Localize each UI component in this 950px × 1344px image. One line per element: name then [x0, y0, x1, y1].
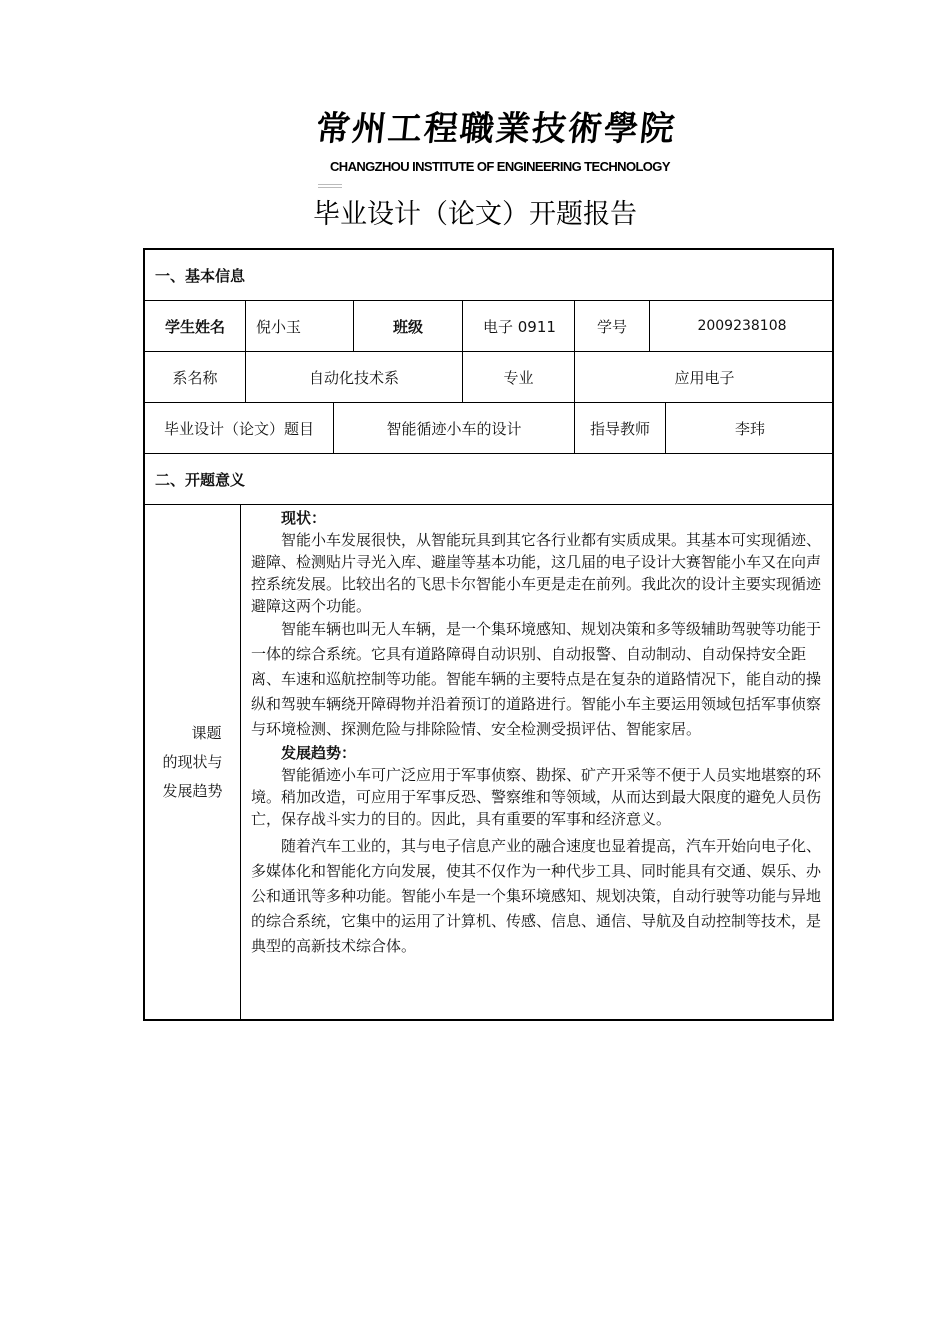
student-id-label: 学号 [575, 301, 650, 351]
student-name-label: 学生姓名 [145, 301, 246, 351]
significance-body [145, 505, 832, 1019]
major-value: 应用电子 [674, 368, 735, 387]
advisor-value: 李玮 [734, 419, 765, 438]
section-basic-info [145, 250, 832, 301]
department-label: 系名称 [145, 352, 246, 402]
topic-row [145, 403, 832, 454]
student-row [145, 301, 832, 352]
class-value: 电子 0911 [463, 301, 575, 351]
section-significance [145, 454, 832, 505]
trend-paragraph-1: 智能循迹小车可广泛应用于军事侦察、勘探、矿产开采等不便于人员实地堪察的环境。稍加改造，可应用于军事反恐、警察维和等领域，从而达到最大限度的避免人员伤亡，保存战斗实力的目的。因此，具有重要的军事和经济意义。 [251, 766, 822, 828]
department-row [145, 352, 832, 403]
topic-value: 智能循迹小车的设计 [334, 403, 575, 453]
significance-text [251, 507, 833, 959]
page-title: 毕业设计（论文）开题报告 [313, 199, 637, 230]
report-form [143, 248, 834, 1021]
status-paragraph-2: 智能车辆也叫无人车辆，是一个集环境感知、规划决策和多等级辅助驾驶等功能于一体的综合系统。它具有道路障碍自动识别、自动报警、自动制动、自动保持安全距离、车速和巡航控制等功能。智能车辆的主要特点是在复杂的道路情况下，能自动的操纵和驾驶车辆绕开障碍物并沿着预订的道路进行。智能小车主要运用领域包括军事侦察与环境检测、探测危险与排除险情、安全检测受损评估、智能家居。 [251, 620, 822, 738]
student-name-value: 倪小玉 [246, 301, 354, 351]
significance-label [145, 505, 241, 1019]
school-logo-english: CHANGZHOU INSTITUTE OF ENGINEERING TECHNOLOGY [330, 159, 670, 174]
significance-label-line2: 的现状与 [162, 752, 223, 771]
significance-label-line3: 发展趋势 [162, 781, 223, 800]
topic-label: 毕业设计（论文）题目 [145, 403, 334, 453]
class-label: 班级 [354, 301, 463, 351]
student-id-value: 2009238108 [697, 318, 787, 334]
advisor-label: 指导教师 [575, 403, 666, 453]
logo-divider [318, 184, 342, 188]
section-heading-significance: 二、开题意义 [155, 470, 246, 489]
trend-heading: 发展趋势： [281, 744, 357, 762]
department-value: 自动化技术系 [246, 352, 463, 402]
school-logo-chinese: 常州工程職業技術學院 [313, 109, 679, 149]
significance-label-line1: 课题 [191, 723, 222, 742]
status-paragraph-1: 智能小车发展很快，从智能玩具到其它各行业都有实质成果。其基本可实现循迹、避障、检测贴片寻光入库、避崖等基本功能，这几届的电子设计大赛智能小车又在向声控系统发展。比较出名的飞思卡尔智能小车更是走在前列。我此次的设计主要实现循迹避障这两个功能。 [251, 531, 822, 615]
major-label: 专业 [463, 352, 575, 402]
trend-paragraph-2: 随着汽车工业的，其与电子信息产业的融合速度也显着提高，汽车开始向电子化、多媒体化和智能化方向发展，使其不仅作为一种代步工具、同时能具有交通、娱乐、办公和通讯等多种功能。智能小车是一个集环境感知、规划决策，自动行驶等功能与异地的综合系统，它集中的运用了计算机、传感、信息、通信、导航及自动控制等技术，是典型的高新技术综合体。 [251, 837, 822, 955]
section-heading-basic: 一、基本信息 [155, 266, 246, 285]
status-heading: 现状： [281, 509, 327, 527]
